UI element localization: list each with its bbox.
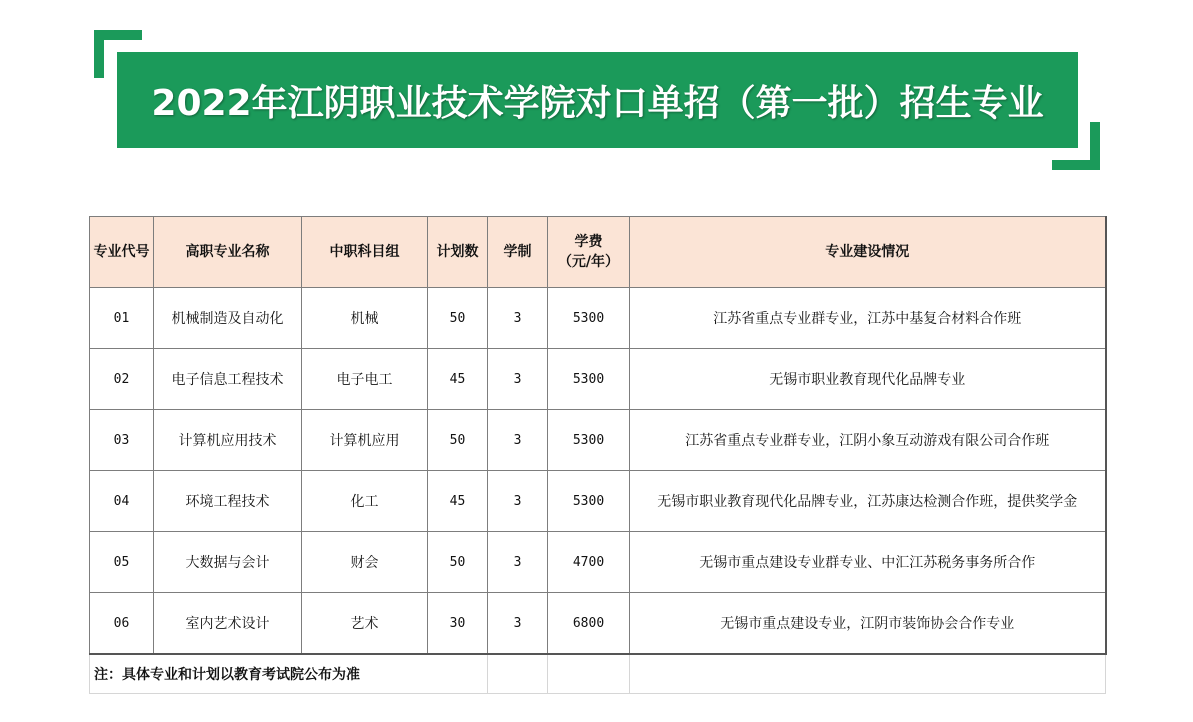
table-header-row [90,217,1106,288]
banner-corner-top-left-v [94,30,104,78]
header-group: 中职科目组 [302,217,428,288]
cell-info: 无锡市重点建设专业，江阴市装饰协会合作专业 [630,593,1106,655]
cell-group: 计算机应用 [302,410,428,471]
header-fee [548,217,630,288]
cell-fee: 5300 [548,349,630,410]
cell-years: 3 [488,471,548,532]
table-row [90,532,1106,593]
cell-years: 3 [488,288,548,349]
cell-code: 04 [90,471,154,532]
header-info: 专业建设情况 [630,217,1106,288]
cell-group: 机械 [302,288,428,349]
cell-info: 无锡市职业教育现代化品牌专业，江苏康达检测合作班，提供奖学金 [630,471,1106,532]
cell-fee: 6800 [548,593,630,655]
cell-code: 02 [90,349,154,410]
cell-code: 05 [90,532,154,593]
cell-group: 艺术 [302,593,428,655]
cell-fee: 5300 [548,410,630,471]
cell-plan: 30 [428,593,488,655]
cell-major: 室内艺术设计 [154,593,302,655]
header-major: 高职专业名称 [154,217,302,288]
cell-plan: 50 [428,532,488,593]
table-row [90,471,1106,532]
cell-fee: 4700 [548,532,630,593]
cell-info: 江苏省重点专业群专业，江苏中基复合材料合作班 [630,288,1106,349]
table-row [90,410,1106,471]
cell-group: 电子电工 [302,349,428,410]
cell-fee: 5300 [548,471,630,532]
cell-plan: 50 [428,288,488,349]
majors-table [89,216,1107,694]
cell-major: 环境工程技术 [154,471,302,532]
table-row [90,288,1106,349]
header-code: 专业代号 [90,217,154,288]
cell-major: 计算机应用技术 [154,410,302,471]
header-fee-line1: 学费 [574,234,603,250]
cell-info: 无锡市职业教育现代化品牌专业 [630,349,1106,410]
cell-info: 无锡市重点建设专业群专业、中汇江苏税务事务所合作 [630,532,1106,593]
cell-group: 化工 [302,471,428,532]
note-blank-cell [488,654,548,694]
header-plan: 计划数 [428,217,488,288]
cell-years: 3 [488,410,548,471]
header-fee-line2: （元/年） [557,254,620,270]
note-blank-cell [630,654,1106,694]
cell-major: 电子信息工程技术 [154,349,302,410]
cell-years: 3 [488,593,548,655]
table-row [90,593,1106,655]
cell-plan: 45 [428,471,488,532]
cell-code: 01 [90,288,154,349]
cell-code: 03 [90,410,154,471]
header-years: 学制 [488,217,548,288]
cell-group: 财会 [302,532,428,593]
cell-years: 3 [488,349,548,410]
note-row [90,654,1106,694]
cell-info: 江苏省重点专业群专业，江阴小象互动游戏有限公司合作班 [630,410,1106,471]
note-blank-cell [548,654,630,694]
cell-plan: 50 [428,410,488,471]
cell-years: 3 [488,532,548,593]
banner-corner-bottom-right-v [1090,122,1100,170]
cell-major: 机械制造及自动化 [154,288,302,349]
cell-plan: 45 [428,349,488,410]
cell-major: 大数据与会计 [154,532,302,593]
table-row [90,349,1106,410]
page-title: 2022年江阴职业技术学院对口单招（第一批）招生专业 [151,82,1044,124]
cell-fee: 5300 [548,288,630,349]
cell-code: 06 [90,593,154,655]
table-note: 注：具体专业和计划以教育考试院公布为准 [90,654,488,694]
